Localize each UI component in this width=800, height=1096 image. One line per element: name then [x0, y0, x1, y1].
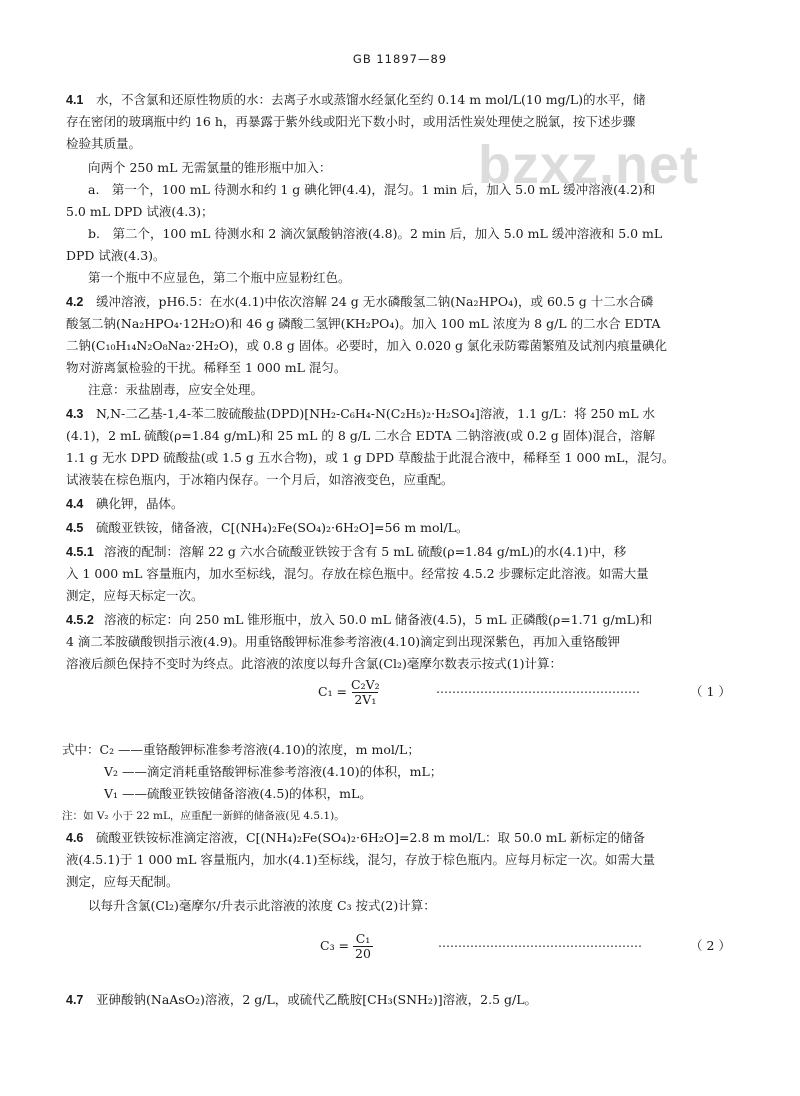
para-line: 测定，应每天配制。 [66, 874, 179, 889]
formula-2-leader: …………………………………………… [438, 936, 642, 950]
formula-fraction [351, 678, 380, 707]
formula-denominator: 20 [355, 946, 371, 961]
para-4-1: 4.1 水，不含氯和还原性物质的水：去离子水或蒸馏水经氯化至约 0.14 m mol/L(10 mg/L)的水平，储 [66, 92, 646, 107]
formula-numerator: C₁ [355, 931, 371, 946]
footnote: 注：如 V₂ 小于 22 mL，应重配一新鲜的储备液(见 4.5.1)。 [62, 810, 345, 822]
para-line: 测定，应每天标定一次。 [66, 588, 204, 603]
para-line: 5.0 mL DPD 试液(4.3)； [66, 204, 214, 219]
para-4-2: 4.2 缓冲溶液，pH6.5：在水(4.1)中依次溶解 24 g 无水磷酸氢二钠(Na₂HPO₄)，或 60.5 g 十二水合磷 [66, 294, 654, 309]
para-line: 检验其质量。 [66, 136, 142, 151]
para-line: 液(4.5.1)于 1 000 mL 容量瓶内，加水(4.1)至标线，混匀，存放于棕色瓶内。应每月标定一次。如需大量 [66, 852, 656, 867]
para-4-3: 4.3 N,N-二乙基-1,4-苯二胺硫酸盐(DPD)[NH₂-C₆H₄-N(C₂H₅)₂·H₂SO₄]溶液，1.1 g/L：将 250 mL 水 [66, 406, 656, 421]
para-4-6: 4.6 硫酸亚铁铵标准滴定溶液，C[(NH₄)₂Fe(SO₄)₂·6H₂O]=2.8 m mol/L：取 50.0 mL 新标定的储备 [66, 830, 645, 845]
where-c2: 式中：C₂ ——重铬酸钾标准参考溶液(4.10)的浓度，m mol/L； [62, 742, 420, 757]
para-line: 1.1 g 无水 DPD 硫酸盐(或 1.5 g 五水合物)，或 1 g DPD 草酸盐于此混合液中，稀释至 1 000 mL，混匀。 [66, 450, 675, 465]
formula-denominator: 2V₁ [354, 692, 377, 707]
where-v1: V₁ ——硫酸亚铁铵储备溶液(4.5)的体积，mL。 [104, 786, 372, 801]
para-line: 试液装在棕色瓶内，于冰箱内保存。一个月后，如溶液变色，应重配。 [66, 472, 454, 487]
list-item-b: b. 第二个，100 mL 待测水和 2 滴次氯酸钠溶液(4.8)。2 min 后，加入 5.0 mL 缓冲溶液和 5.0 mL [88, 226, 663, 241]
para-line: 入 1 000 mL 容量瓶内，加水至标线，混匀。存放在棕色瓶中。经常按 4.5.2 步骤标定此溶液。如需大量 [66, 566, 649, 581]
formula-numerator: C₂V₂ [351, 677, 380, 692]
para-line: (4.1)，2 mL 硫酸(ρ=1.84 g/mL)和 25 mL 的 8 g/L 二水合 EDTA 二钠溶液(或 0.2 g 固体)混合，溶解 [66, 428, 656, 443]
para-line: 溶液后颜色保持不变时为终点。此溶液的浓度以每升含氯(Cl₂)毫摩尔数表示按式(1)计算： [66, 656, 563, 671]
formula-2-number: （ 2 ） [690, 938, 731, 953]
formula-1 [318, 678, 380, 707]
para-line: 二钠(C₁₀H₁₄N₂O₈Na₂·2H₂O)，或 0.8 g 固体。必要时，加入 0.020 g 氯化汞防霉菌繁殖及试剂内痕量碘化 [66, 338, 667, 353]
para-line: 物对游离氯检验的干扰。稀释至 1 000 mL 混匀。 [66, 360, 347, 375]
watermark: bzxz.net [478, 135, 700, 195]
para-line: DPD 试液(4.3)。 [66, 248, 166, 263]
para-line: 第一个瓶中不应显色，第二个瓶中应显粉红色。 [88, 270, 351, 285]
para-line: 酸氢二钠(Na₂HPO₄·12H₂O)和 46 g 磷酸二氢钾(KH₂PO₄)。加入 100 mL 浓度为 8 g/L 的二水合 EDTA [66, 316, 661, 331]
safety-note: 注意：汞盐剧毒，应安全处理。 [88, 382, 264, 397]
where-v2: V₂ ——滴定消耗重铬酸钾标准参考溶液(4.10)的体积，mL； [104, 764, 443, 779]
para-4-4: 4.4 碘化钾，晶体。 [66, 496, 184, 511]
para-4-5: 4.5 硫酸亚铁铵，储备液，C[(NH₄)₂Fe(SO₄)₂·6H₂O]=56 m mol/L。 [66, 520, 469, 535]
formula-1-number: （ 1 ） [690, 684, 731, 699]
formula-1-leader: …………………………………………… [436, 682, 640, 696]
para-4-7: 4.7 亚砷酸钠(NaAsO₂)溶液，2 g/L，或硫代乙酰胺[CH₃(SNH₂)]溶液，2.5 g/L。 [66, 992, 538, 1007]
list-item-a: a. 第一个，100 mL 待测水和约 1 g 碘化钾(4.4)，混匀。1 min 后，加入 5.0 mL 缓冲溶液(4.2)和 [88, 182, 656, 197]
para-line: 以每升含氯(Cl₂)毫摩尔/升表示此溶液的浓度 C₃ 按式(2)计算： [88, 898, 436, 913]
formula-lhs: C₃ = [320, 938, 350, 953]
para-line: 4 滴二苯胺磺酸钡指示液(4.9)。用重铬酸钾标准参考溶液(4.10)滴定到出现深紫色，再加入重铬酸钾 [66, 634, 621, 649]
para-line: 向两个 250 mL 无需氯量的锥形瓶中加入： [88, 160, 332, 175]
para-4-5-1: 4.5.1 溶液的配制：溶解 22 g 六水合硫酸亚铁铵于含有 5 mL 硫酸(ρ=1.84 g/mL)的水(4.1)中，移 [66, 544, 627, 559]
formula-lhs: C₁ = [318, 684, 348, 699]
formula-fraction [353, 932, 373, 961]
para-4-5-2: 4.5.2 溶液的标定：向 250 mL 锥形瓶中，放入 50.0 mL 储备液(4.5)，5 mL 正磷酸(ρ=1.71 g/mL)和 [66, 612, 653, 627]
para-line: 存在密闭的玻璃瓶中约 16 h，再暴露于紫外线或阳光下数小时，或用活性炭处理使之脱氯，按下述步骤 [66, 114, 636, 129]
standard-header: GB 11897—89 [352, 52, 448, 66]
formula-2 [320, 932, 373, 961]
